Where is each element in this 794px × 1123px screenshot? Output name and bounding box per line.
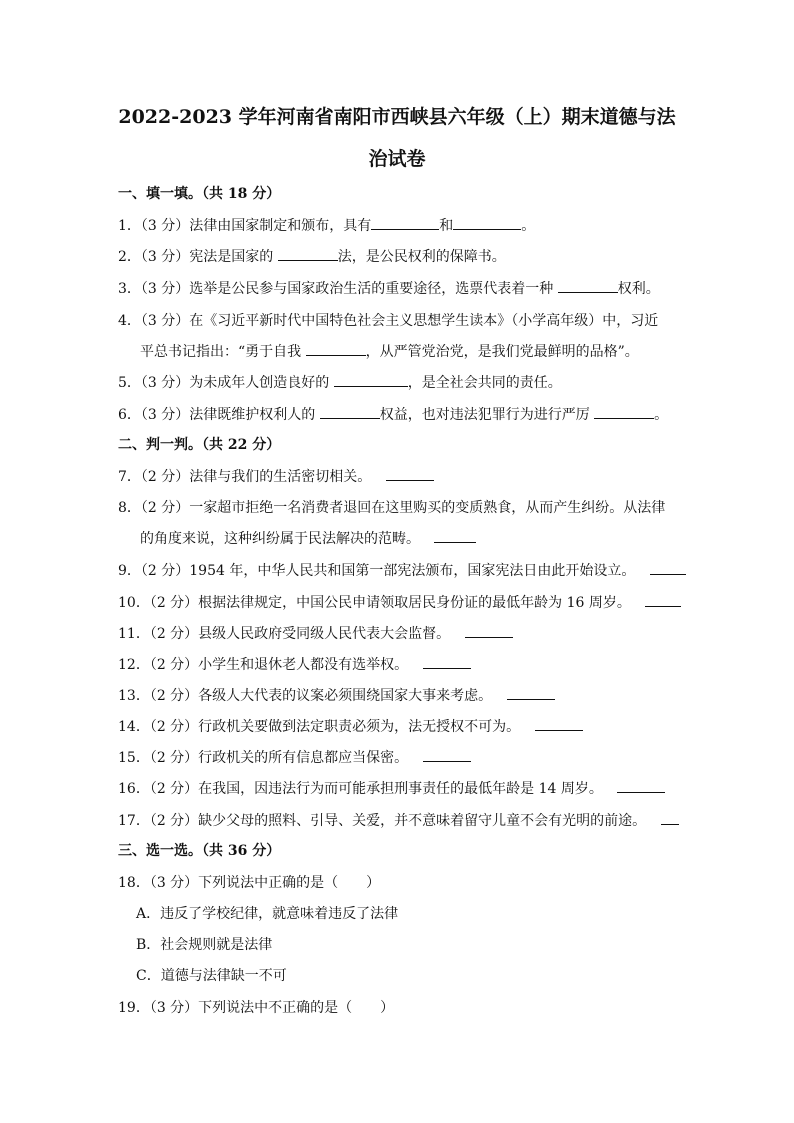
exam-title-line2: 治试卷 [368, 148, 426, 170]
question-18-option-c[interactable]: C．道德与法律缺一不可 [136, 968, 287, 984]
question-11 [118, 624, 678, 644]
question-8-line2 [140, 529, 700, 549]
question-19: 19．（3 分）下列说法中不正确的是（ ） [118, 1000, 395, 1016]
question-5 [118, 373, 678, 393]
answer-blank[interactable] [453, 217, 521, 230]
question-9 [118, 561, 678, 581]
question-1-end: 。 [521, 218, 536, 234]
answer-blank[interactable] [371, 217, 439, 230]
section-choice-heading: 三、选一选。（共 36 分） [118, 843, 281, 859]
question-2-text: 2．（3 分）宪法是国家的 [118, 249, 278, 265]
answer-blank[interactable] [507, 687, 555, 700]
question-5-text: 5．（3 分）为未成年人创造良好的 [118, 375, 334, 391]
question-4-tail: ，从严管党治党，是我们党最鲜明的品格”。 [365, 344, 639, 360]
question-14-text: 14．（2 分）行政机关要做到法定职责必须为，法无授权不可为。 [118, 719, 521, 735]
answer-blank[interactable] [594, 406, 654, 419]
question-1-text: 1．（3 分）法律由国家制定和颁布，具有 [118, 218, 372, 234]
question-9-text: 9．（2 分）1954 年，中华人民共和国第一部宪法颁布，国家宪法日由此开始设立。 [118, 563, 636, 579]
question-10-text: 10．（2 分）根据法律规定，中国公民申请领取居民身份证的最低年龄为 16 周岁。 [118, 595, 631, 611]
answer-blank[interactable] [661, 812, 679, 825]
question-4-text: 平总书记指出：“勇于自我 [140, 344, 306, 360]
question-12 [118, 655, 678, 675]
question-17-text: 17．（2 分）缺少父母的照料、引导、关爱，并不意味着留守儿童不会有光明的前途。 [118, 813, 647, 829]
question-2-tail: 法，是公民权利的保障书。 [337, 249, 506, 265]
question-13 [118, 686, 678, 706]
question-1 [118, 216, 678, 236]
question-8-line1: 8．（2 分）一家超市拒绝一名消费者退回在这里购买的变质熟食，从而产生纠纷。从法律 [118, 500, 666, 516]
answer-blank[interactable] [645, 594, 681, 607]
answer-blank[interactable] [423, 749, 471, 762]
question-16 [118, 779, 678, 799]
answer-blank[interactable] [334, 374, 408, 387]
question-7-text: 7．（2 分）法律与我们的生活密切相关。 [118, 469, 372, 485]
question-16-text: 16．（2 分）在我国，因违法行为而可能承担刑事责任的最低年龄是 14 周岁。 [118, 781, 603, 797]
answer-blank[interactable] [423, 656, 471, 669]
answer-blank[interactable] [558, 280, 618, 293]
question-6 [118, 405, 678, 425]
exam-title-line1: 2022-2023 学年河南省南阳市西峡县六年级（上）期末道德与法 [118, 106, 676, 128]
question-15-text: 15．（2 分）行政机关的所有信息都应当保密。 [118, 750, 409, 766]
question-6-mid: 权益，也对违法犯罪行为进行严厉 [379, 407, 595, 423]
question-4-line2 [140, 342, 700, 362]
question-4-line1: 4．（3 分）在《习近平新时代中国特色社会主义思想学生读本》（小学高年级）中，习近 [118, 313, 659, 329]
answer-blank[interactable] [278, 248, 338, 261]
question-3-text: 3．（3 分）选举是公民参与国家政治生活的重要途径，选票代表着一种 [118, 281, 558, 297]
question-10 [118, 593, 678, 613]
answer-blank[interactable] [617, 780, 665, 793]
answer-blank[interactable] [306, 343, 366, 356]
question-13-text: 13．（2 分）各级人大代表的议案必须围绕国家大事来考虑。 [118, 688, 493, 704]
answer-blank[interactable] [650, 562, 686, 575]
question-18-option-a[interactable]: A．违反了学校纪律，就意味着违反了法律 [136, 906, 399, 922]
question-3-tail: 权利。 [617, 281, 660, 297]
question-1-and: 和 [439, 218, 454, 234]
question-6-text: 6．（3 分）法律既维护权利人的 [118, 407, 320, 423]
question-3 [118, 279, 678, 299]
answer-blank[interactable] [320, 406, 380, 419]
question-11-text: 11．（2 分）县级人民政府受同级人民代表大会监督。 [118, 626, 451, 642]
question-6-end: 。 [654, 407, 669, 423]
answer-blank[interactable] [535, 718, 583, 731]
question-14 [118, 717, 678, 737]
question-18: 18．（3 分）下列说法中正确的是（ ） [118, 875, 381, 891]
question-5-tail: ，是全社会共同的责任。 [407, 375, 562, 391]
question-17 [118, 811, 678, 831]
question-12-text: 12．（2 分）小学生和退休老人都没有选举权。 [118, 657, 409, 673]
section-fill-heading: 一、填一填。（共 18 分） [118, 186, 281, 202]
section-judge-heading: 二、判一判。（共 22 分） [118, 437, 281, 453]
question-8-text: 的角度来说，这种纠纷属于民法解决的范畴。 [140, 531, 420, 547]
answer-blank[interactable] [386, 468, 434, 481]
answer-blank[interactable] [434, 530, 476, 543]
question-7 [118, 467, 678, 487]
question-2 [118, 247, 678, 267]
question-15 [118, 748, 678, 768]
question-18-option-b[interactable]: B．社会规则就是法律 [136, 937, 273, 953]
answer-blank[interactable] [465, 625, 513, 638]
